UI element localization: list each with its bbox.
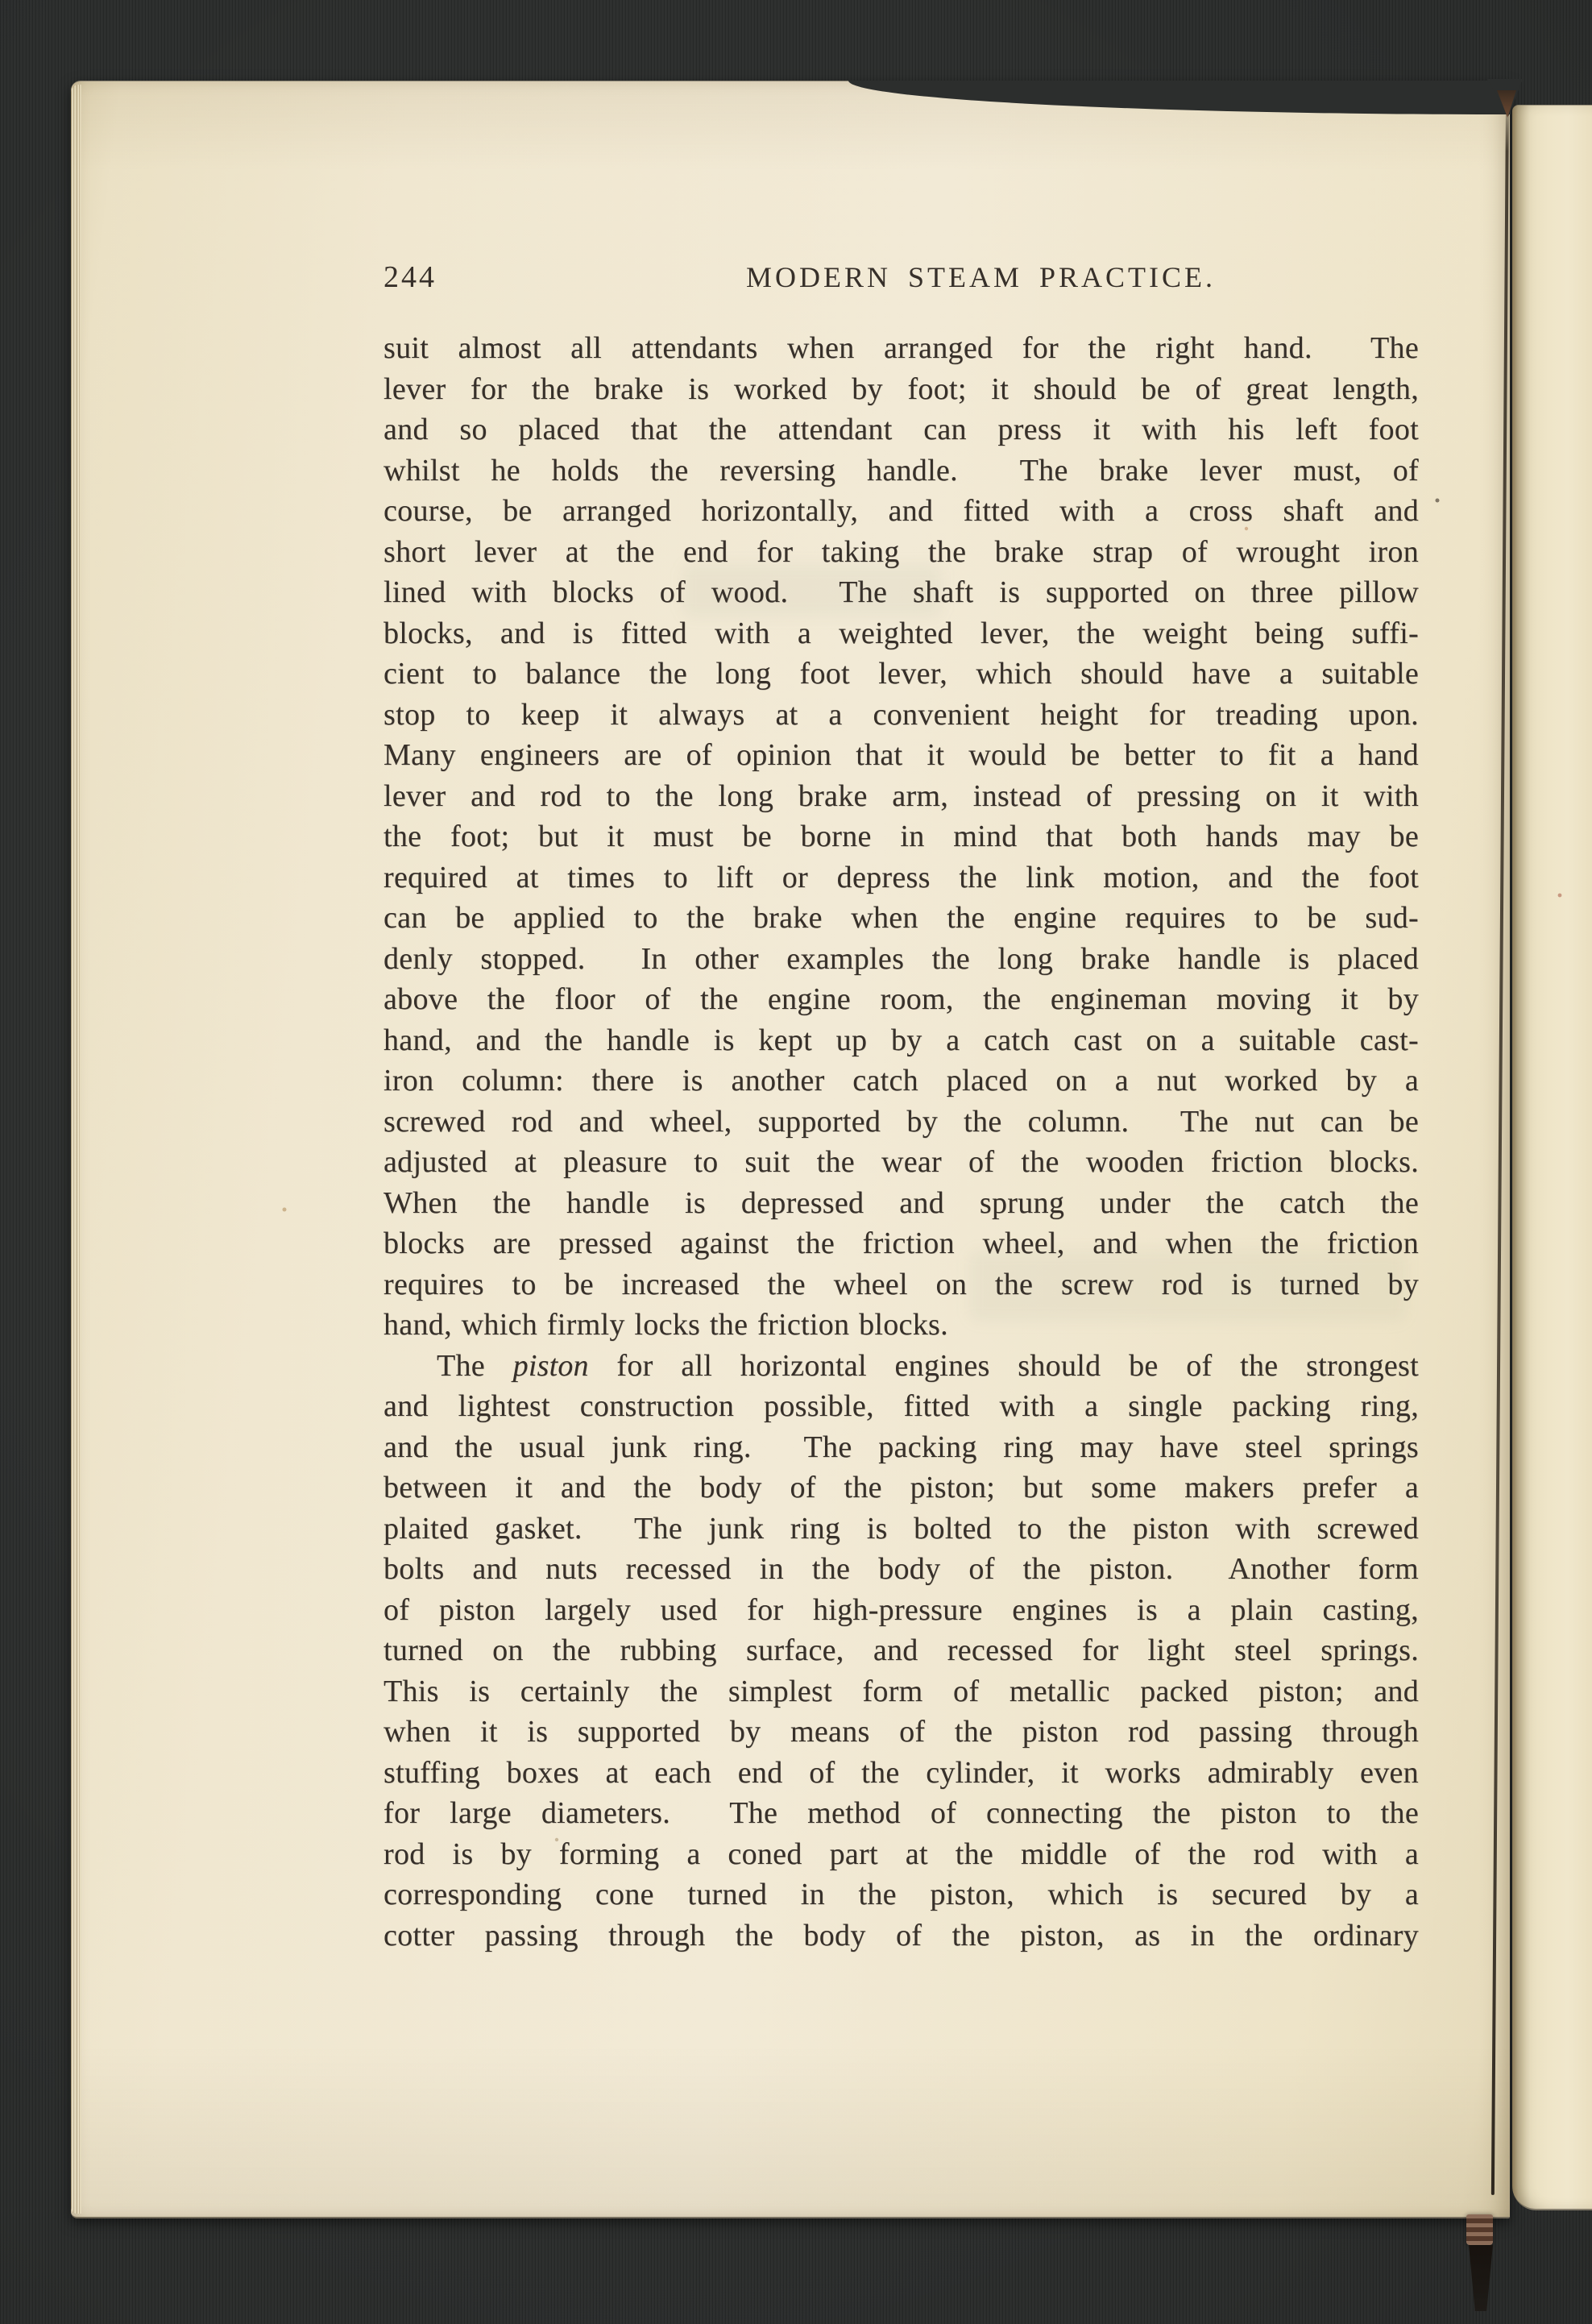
- text-line: blocks are pressed against the friction wheel, and when the friction: [383, 1226, 1419, 1260]
- text-line: when it is supported by means of the piston rod passing through: [383, 1715, 1419, 1749]
- body-text: [383, 328, 1419, 1956]
- spine-tail-bottom: [1466, 2214, 1493, 2245]
- text-line: of piston largely used for high-pressure engines is a plain casting,: [383, 1592, 1419, 1627]
- text-line: stuffing boxes at each end of the cylinder, it works admirably even: [383, 1755, 1419, 1790]
- text-line: plaited gasket. The junk ring is bolted to the piston with screwed: [383, 1511, 1419, 1546]
- spine-tail-shadow: [1469, 2245, 1493, 2311]
- text-line: and the usual junk ring. The packing ring may have steel springs: [383, 1430, 1419, 1464]
- text-line: turned on the rubbing surface, and recessed for light steel springs.: [383, 1633, 1419, 1667]
- text-line: stop to keep it always at a convenient height for treading upon.: [383, 697, 1419, 732]
- text-line: required at times to lift or depress the link motion, and the foot: [383, 860, 1419, 894]
- text-line: and lightest construction possible, fitted with a single packing ring,: [383, 1389, 1419, 1423]
- text-line: This is certainly the simplest form of metallic packed piston; and: [383, 1674, 1419, 1708]
- text-line: lever and rod to the long brake arm, instead of pressing on it with: [383, 778, 1419, 813]
- text-line: cient to balance the long foot lever, which should have a suitable: [383, 657, 1419, 691]
- text-line: adjusted at pleasure to suit the wear of the wooden friction blocks.: [383, 1145, 1419, 1179]
- page-header: [383, 260, 1419, 297]
- facing-page-edge: [1512, 105, 1592, 2210]
- text-line: requires to be increased the wheel on the screw rod is turned by: [383, 1267, 1419, 1301]
- page-edge-stack: [71, 85, 81, 2214]
- text-line: corresponding cone turned in the piston, which is secured by a: [383, 1878, 1419, 1911]
- text-line: for large diameters. The method of connecting the piston to the: [383, 1796, 1419, 1830]
- paragraph: [383, 328, 1419, 1346]
- text-line: iron column: there is another catch placed on a nut worked by a: [383, 1064, 1419, 1098]
- text-line: whilst he holds the reversing handle. The brake lever must, of: [383, 453, 1419, 488]
- text-line: short lever at the end for taking the brake strap of wrought iron: [383, 534, 1419, 569]
- text-line: lever for the brake is worked by foot; it should be of great length,: [383, 371, 1419, 406]
- text-line: bolts and nuts recessed in the body of the piston. Another form: [383, 1552, 1419, 1586]
- text-line: screwed rod and wheel, supported by the column. The nut can be: [383, 1104, 1419, 1139]
- text-line: denly stopped. In other examples the long brake handle is placed: [383, 941, 1419, 976]
- page-number: 244: [383, 260, 437, 294]
- book-page: [71, 81, 1510, 2218]
- text-line: above the floor of the engine room, the engineman moving it by: [383, 982, 1419, 1016]
- text-line: the foot; but it must be borne in mind that both hands may be: [383, 820, 1419, 853]
- text-line: and so placed that the attendant can press it with his left foot: [383, 413, 1419, 446]
- text-line: The piston for all horizontal engines should be of the strongest: [437, 1348, 1419, 1383]
- paragraph: [383, 1346, 1419, 1957]
- text-line: hand, which firmly locks the friction blocks.: [383, 1308, 948, 1342]
- text-line: can be applied to the brake when the engine requires to be sud-: [383, 901, 1419, 935]
- running-header: MODERN STEAM PRACTICE.: [745, 261, 1217, 293]
- text-line: course, be arranged horizontally, and fitted with a cross shaft and: [383, 494, 1419, 528]
- text-line: Many engineers are of opinion that it would be better to fit a hand: [383, 738, 1419, 772]
- text-line: suit almost all attendants when arranged for the right hand. The: [383, 331, 1419, 365]
- text-line: When the handle is depressed and sprung under the catch the: [383, 1185, 1419, 1220]
- text-line: hand, and the handle is kept up by a catch cast on a suitable cast-: [383, 1023, 1419, 1057]
- text-line: lined with blocks of wood. The shaft is supported on three pillow: [383, 575, 1419, 609]
- paper-specks: [0, 0, 2, 2]
- text-line: blocks, and is fitted with a weighted lever, the weight being suffi-: [383, 616, 1419, 650]
- text-line: between it and the body of the piston; but some makers prefer a: [383, 1471, 1419, 1504]
- text-line: rod is by forming a coned part at the middle of the rod with a: [383, 1836, 1419, 1871]
- page-top-sag: [848, 81, 1511, 114]
- text-line: cotter passing through the body of the piston, as in the ordinary: [383, 1918, 1419, 1953]
